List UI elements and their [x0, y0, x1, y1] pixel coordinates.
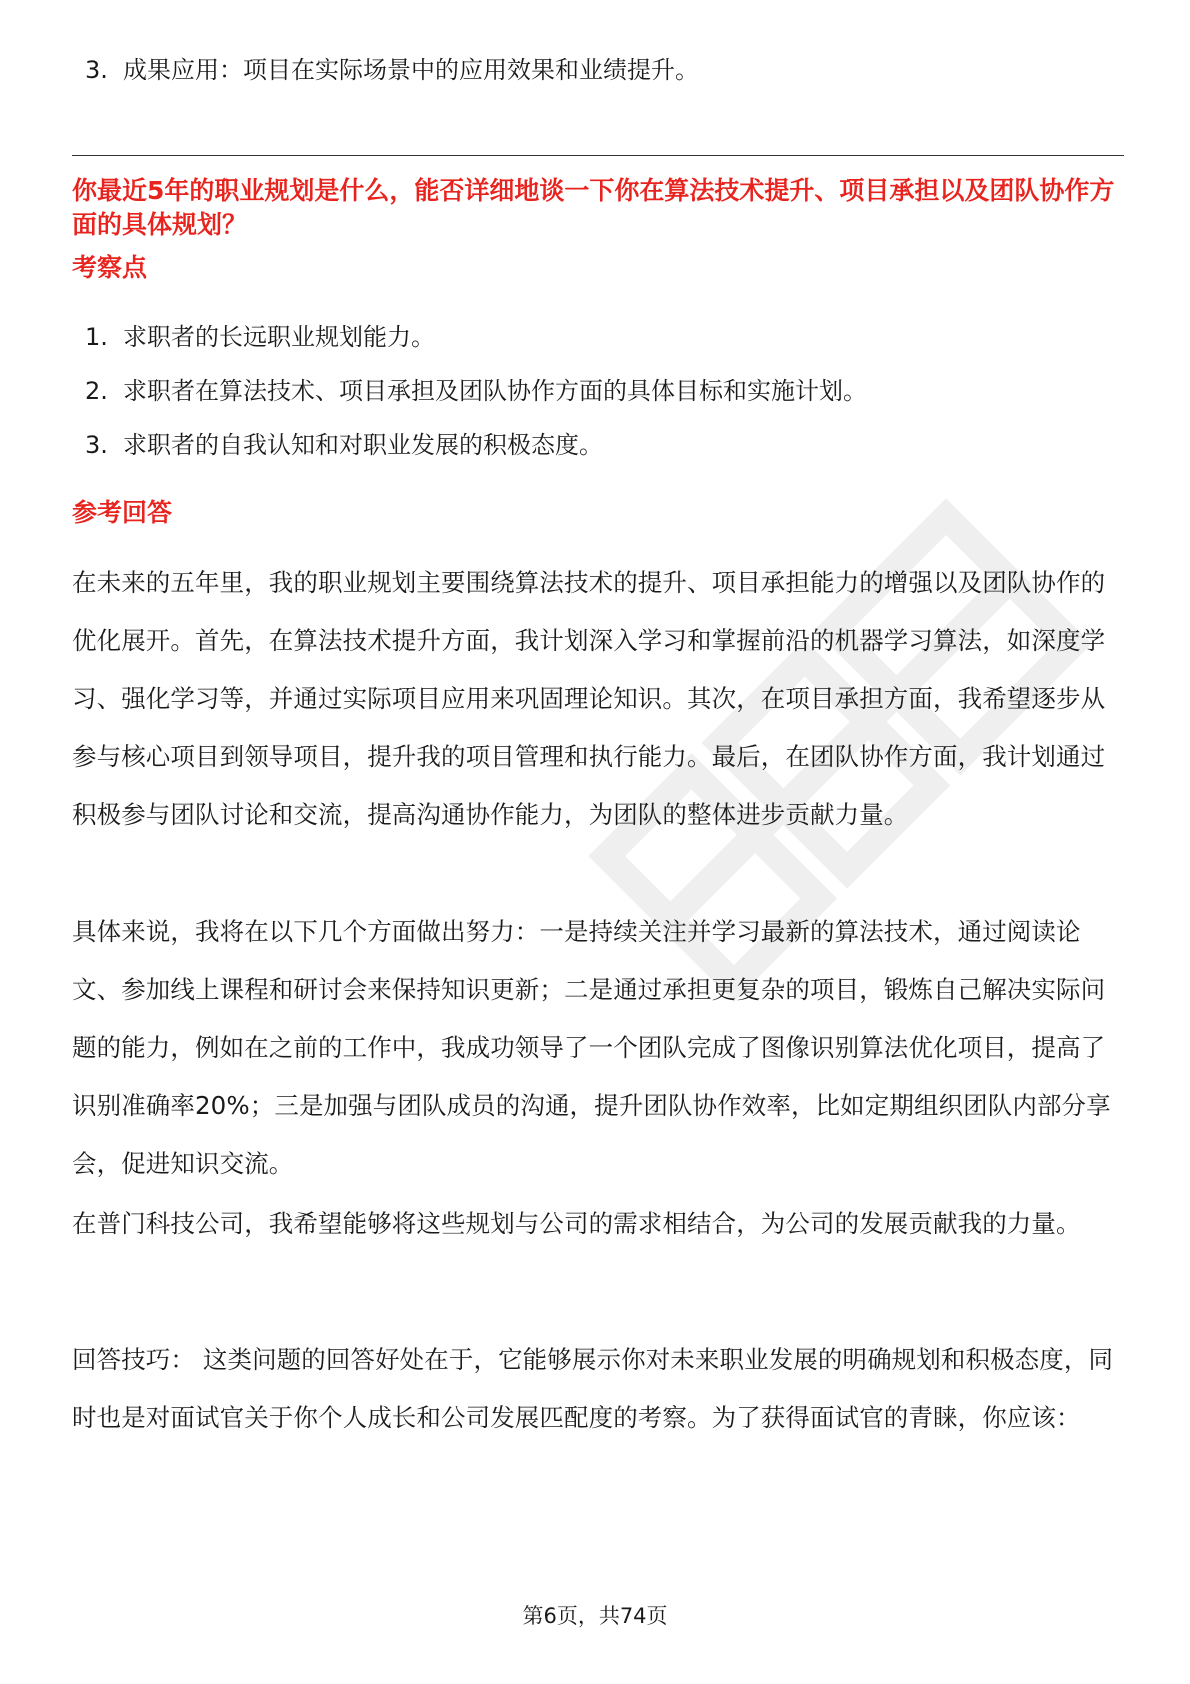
page-footer: 第6页，共74页	[522, 1604, 668, 1628]
list-number: 2.	[85, 377, 108, 405]
list-text: 求职者的自我认知和对职业发展的积极态度。	[123, 431, 603, 459]
section-divider	[72, 155, 1124, 156]
list-text: 求职者的长远职业规划能力。	[123, 323, 435, 351]
list-item-result-application	[85, 53, 699, 87]
answer-paragraph-2: 具体来说，我将在以下几个方面做出努力：一是持续关注并学习最新的算法技术，通过阅读论文、参加线上课程和研讨会来保持知识更新；二是通过承担更复杂的项目，锻炼自己解决实际问题的能力，例如在之前的工作中，我成功领导了一个团队完成了图像识别算法优化项目，提高了识别准确率20%；三是加强与团队成员的沟通，提升团队协作效率，比如定期组织团队内部分享会，促进知识交流。	[72, 917, 1111, 1178]
list-text: 求职者在算法技术、项目承担及团队协作方面的具体目标和实施计划。	[123, 377, 867, 405]
focus-item-1	[85, 320, 435, 354]
focus-section-title: 考察点	[72, 253, 148, 282]
list-number: 3.	[85, 431, 108, 459]
focus-item-2	[85, 374, 867, 408]
question-heading: 你最近5年的职业规划是什么，能否详细地谈一下你在算法技术提升、项目承担以及团队协作方面的具体规划？	[72, 176, 1115, 239]
list-number: 1.	[85, 323, 108, 351]
answer-paragraph-3: 在普门科技公司，我希望能够将这些规划与公司的需求相结合，为公司的发展贡献我的力量。	[72, 1209, 1081, 1238]
list-number: 3.	[85, 56, 108, 84]
answer-tips-paragraph: 回答技巧： 这类问题的回答好处在于，它能够展示你对未来职业发展的明确规划和积极态度，同时也是对面试官关于你个人成长和公司发展匹配度的考察。为了获得面试官的青睐，你应该：	[72, 1345, 1114, 1432]
focus-item-3	[85, 428, 603, 462]
answer-paragraph-1: 在未来的五年里，我的职业规划主要围绕算法技术的提升、项目承担能力的增强以及团队协作的优化展开。首先，在算法技术提升方面，我计划深入学习和掌握前沿的机器学习算法，如深度学习、强化学习等，并通过实际项目应用来巩固理论知识。其次，在项目承担方面，我希望逐步从参与核心项目到领导项目，提升我的项目管理和执行能力。最后，在团队协作方面，我计划通过积极参与团队讨论和交流，提高沟通协作能力，为团队的整体进步贡献力量。	[72, 568, 1106, 829]
list-text: 成果应用：项目在实际场景中的应用效果和业绩提升。	[123, 56, 699, 84]
answer-section-title: 参考回答	[72, 498, 173, 527]
